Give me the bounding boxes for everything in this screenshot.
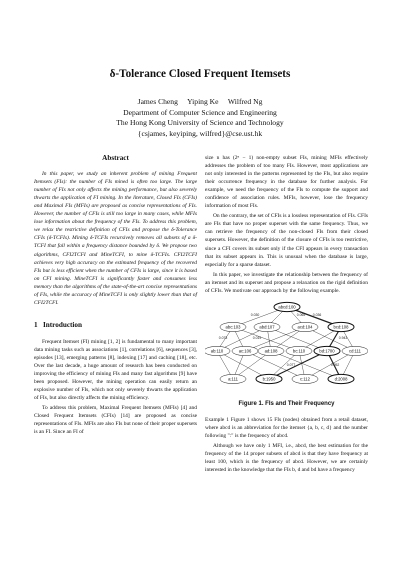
- lattice-node: [274, 302, 300, 311]
- example-1-paragraph: Example 1 Figure 1 shows 15 FIs (nodes) obtained from a retail dataset, where abcd is an abbreviation for the itemset {a, b, c, d} and the number following ":" is the frequency of abcd.: [205, 416, 368, 439]
- edge-label: 0.036: [312, 312, 322, 317]
- section-heading-introduction: 1 Introduction: [34, 320, 82, 329]
- edge-label: 0.030: [250, 312, 260, 317]
- right-column: [205, 154, 368, 476]
- lattice-node: [292, 374, 318, 383]
- edge-label: 0.943: [338, 335, 348, 340]
- edge-label: 0.019: [252, 335, 262, 340]
- abstract-text: In this paper, we study an inherent problem of mining Frequent Itemsets (FIs): the number of FIs mined is often too large. The large number of FIs not only affects the mining performance, but also severely thwarts the application of FI mining. In the literature, Closed FIs (CFIs) and Maximal FIs (MFIs) are proposed as concise representations of FIs. However, the number of CFIs is still too large in many cases, while MFIs lose information about the frequency of the FIs. To address this problem, we relax the restrictive definition of CFIs and propose the δ-Tolerance CFIs (δ-TCFIs). Mining δ-TCFIs recursively removes all subsets of a δ-TCFI that fall within a frequency distance bounded by δ. We propose two algorithms, CFI2TCFI and MineTCFI, to mine δ-TCFIs. CFI2TCFI achieves very high accuracy on the estimated frequency of the recovered FIs but is less efficient when the number of CFIs is large, since it is based on CFI mining. MineTCFI is significantly faster and consumes less memory than the algorithms of the state-of-the-art concise representations of FIs, while the accuracy of MineTCFI is only slightly lower than that of CFI2TCFI.: [34, 171, 197, 306]
- right-paragraph-5: Although we have only 1 MFI, i.e., abcd, the best estimation for the frequency of the 14 proper subsets of abcd is that they have frequency at least 100, which is the frequency of abcd. However, we are certainly interested in the knowledge that the FIs b, d and bd have a frequency: [205, 442, 368, 474]
- node-label: abd:107: [259, 324, 275, 330]
- node-label: ad:108: [264, 348, 278, 354]
- right-paragraph-1: size n has (2ⁿ − 1) non-empty subset FIs, mining MFIs effectively addresses the problem of too many FIs. However, most applications are not only interested in the patterns represented by the FIs, but also require their occurrence frequency in the database for further analysis. For example, we need the frequency of the FIs to compute the support and confidence of association rules. MFIs, however, lose the frequency information of most FIs.: [205, 155, 368, 210]
- node-label: cd:111: [349, 348, 361, 354]
- intro-paragraph-2: To address this problem, Maximal Frequent Itemsets (MFIs) [4] and Closed Frequent Itemsets (CFIs) [14] are proposed as concise representations of FIs. MFIs are also FIs but none of their proper supersets is an FI. Since an FI of: [34, 405, 197, 436]
- lattice-diagram: [205, 299, 368, 396]
- lattice-node: [258, 346, 284, 355]
- lattice-node: [220, 374, 246, 383]
- abstract-heading: Abstract: [102, 154, 129, 162]
- lattice-node: [328, 322, 354, 331]
- lattice-node: [254, 322, 280, 331]
- edge-label: 0.073: [218, 335, 228, 340]
- edge-label: 0.952: [330, 362, 340, 367]
- node-label: bcd:108: [333, 324, 349, 330]
- author-names: James Cheng Yiping Ke Wilfred Ng: [137, 97, 263, 106]
- figure-1-caption: Figure 1. FIs and Their Frequency: [238, 400, 335, 407]
- author-emails: {csjames, keyiping, wilfred}@cse.ust.hk: [137, 128, 263, 138]
- node-label: a:111: [228, 376, 238, 382]
- author-block: [0, 97, 400, 139]
- node-label: ac:106: [238, 348, 252, 354]
- node-label: ab:110: [210, 348, 224, 354]
- node-label: abc:103: [225, 324, 241, 330]
- right-paragraph-2: On the contrary, the set of CFIs is a lossless representation of FIs. CFIs are FIs that have no proper superset with the same frequency. Thus, we can retrieve the frequency of the non-closed FIs from their closed supersets. However, the definition of the closure of CFIs is too restrictive, since a CFI covers its subset only if the CFI appears in every transaction that its subset appears in. This is unusual when the database is large, especially for a sparse dataset.: [205, 213, 368, 268]
- affiliation-university: The Hong Kong University of Science and Technology: [116, 118, 284, 128]
- node-label: bd:1700: [319, 348, 335, 354]
- figure-1-lattice: [205, 299, 368, 396]
- lattice-node: [342, 346, 368, 355]
- node-label: acd:104: [297, 324, 313, 330]
- lattice-node: [220, 322, 246, 331]
- lattice-node: [232, 346, 258, 355]
- lattice-node: [256, 374, 282, 383]
- lattice-node: [286, 346, 312, 355]
- intro-paragraph-1: Frequent Itemset (FI) mining [1, 2] is fundamental to many important data mining tasks such as associations [1], correlations [6], sequences [3], episodes [13], emerging patterns [8], indexing [17] and caching [18], etc. Over the last decade, a huge amount of research has been conducted on improving the efficiency of mining FIs and many fast algorithms [9] have been proposed. However, the mining operation can easily return an explosive number of FIs, which not only severely thwarts the application of FIs, but also directly affects the mining efficiency.: [34, 338, 197, 402]
- node-label: c:112: [300, 376, 310, 382]
- left-column: [34, 154, 197, 438]
- right-paragraph-3: In this paper, we investigate the relationship between the frequency of an itemset and its superset and propose a relaxation on the rigid definition of CFIs. We motivate our approach by the following example.: [205, 271, 368, 294]
- node-label: d:2008: [334, 376, 348, 382]
- paper-title: δ-Tolerance Closed Frequent Itemsets: [109, 68, 291, 80]
- affiliation-department: Department of Computer Science and Engineering: [123, 107, 277, 117]
- lattice-node: [292, 322, 318, 331]
- lattice-node: [328, 374, 354, 383]
- node-label: abcd:100: [278, 304, 296, 310]
- node-label: bc:110: [292, 348, 306, 354]
- node-label: b:1950: [262, 376, 276, 382]
- edge-label: 0.065: [296, 312, 306, 317]
- lattice-node: [314, 346, 340, 355]
- edge-label: 0.077: [286, 362, 296, 367]
- lattice-node: [205, 346, 230, 355]
